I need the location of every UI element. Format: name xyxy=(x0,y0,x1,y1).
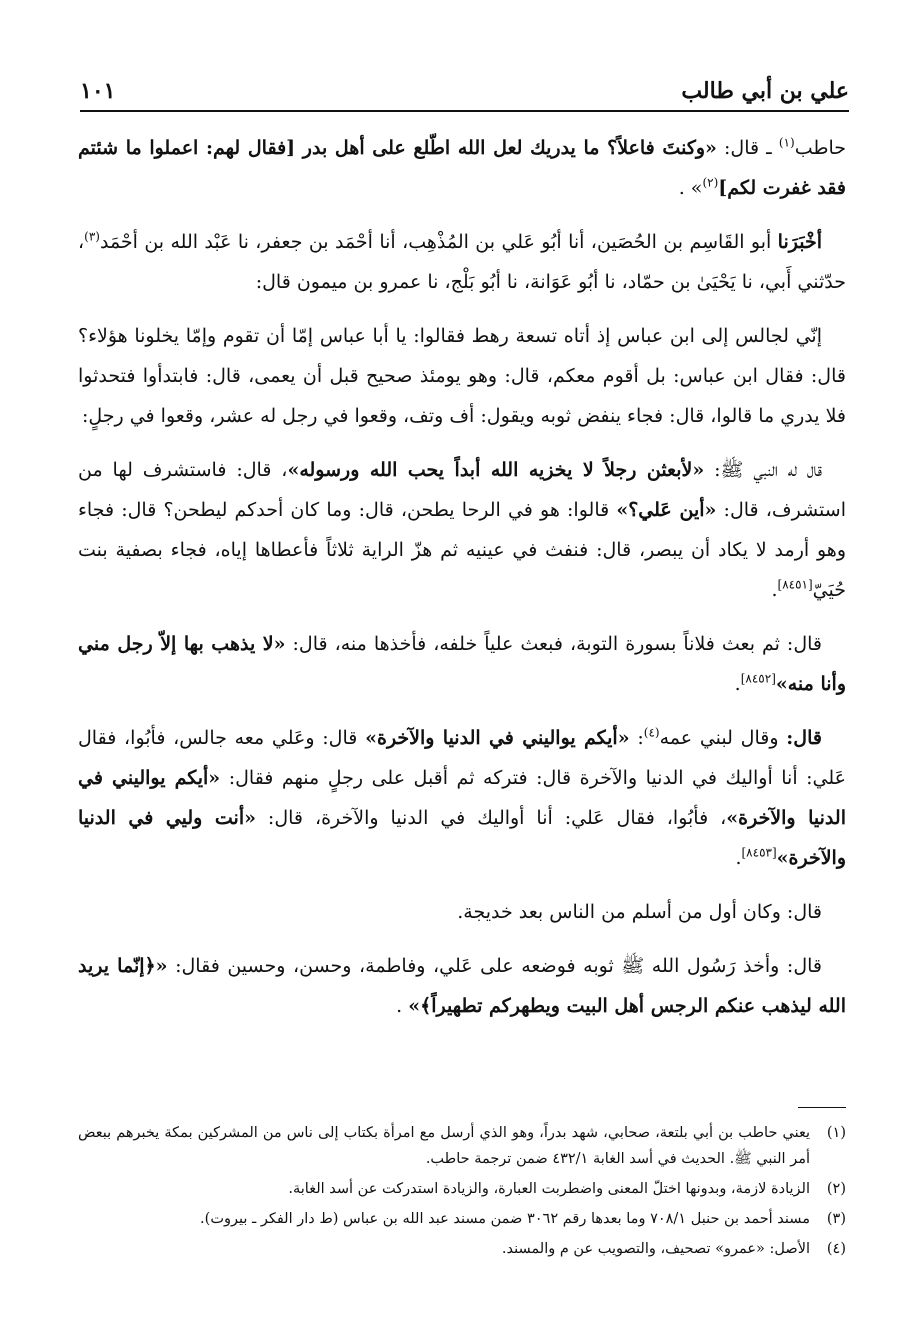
text-run: قال: xyxy=(786,727,822,749)
page-number: ١٠١ xyxy=(80,78,116,104)
text-run: . xyxy=(771,579,778,601)
hadith-quote: «أيكم يواليني في الدنيا والآخرة» xyxy=(78,767,846,829)
footnote-marker[interactable]: (٢) xyxy=(702,175,719,190)
footnote-marker[interactable]: (١) xyxy=(778,135,795,150)
footnote-divider xyxy=(798,1107,846,1108)
footnote-2 xyxy=(78,1176,846,1202)
hadith-quote: «أيكم يواليني في الدنيا والآخرة» xyxy=(365,727,630,749)
text-run: وقال لبني عمه xyxy=(659,727,787,749)
hadith-quote: «لا يذهب بها إلاّ رجل مني وأنا منه» xyxy=(78,633,846,695)
paragraph-7: قال: وكان أول من أسلم من الناس بعد خديجة. xyxy=(457,901,822,923)
footnote-text: الأصل: «عمرو» تصحيف، والتصويب عن م والمسند. xyxy=(501,1241,810,1257)
text-run: ـ قال: xyxy=(716,137,779,159)
footnote-number: (٤) xyxy=(826,1241,846,1257)
hadith-quote: «وكنتَ فاعلاً؟ ما يدريك لعل الله اطّلع على أهل بدر [فقال لهم: اعملوا ما شئتم فقد غفرت لكم] xyxy=(78,137,846,199)
footnote-1 xyxy=(78,1120,846,1172)
running-title: علي بن أبي طالب xyxy=(681,78,849,104)
text-run: ، قال: فاستشرف لها من استشرف، قال: xyxy=(78,459,846,521)
text-run: ، فأبُوا، فقال عَلي: أنا أواليك في الدنيا والآخرة، قال: xyxy=(255,807,727,829)
text-run: أبو القَاسِم بن الحُصَين، أنا أبُو عَلي بن المُذْهِب، أنا أحْمَد بن جعفر، نا عَبْد الله بن أحْمَد xyxy=(99,231,778,253)
paragraph-3: إنّي لجالس إلى ابن عباس إذ أتاه تسعة رهط فقالوا: يا أبا عباس إمّا أن تقوم وإمّا يخلونا هؤلاء؟ قال: فقال ابن عباس: بل أقوم معكم، قال: وهو يومئذ صحيح قبل أن يعمى، قال: فابتدأوا فتحدثوا فلا يدري ما قالوا، قال: فجاء ينفض ثوبه ويقول: أف وتف، وقعوا في رجل له عشر، وقعوا في رجلٍ: xyxy=(78,325,846,427)
hadith-quote: «أنت وليي في الدنيا والآخرة» xyxy=(78,807,846,869)
main-text xyxy=(78,128,846,1040)
text-run: . xyxy=(734,673,741,695)
footnote-number: (٢) xyxy=(826,1181,846,1197)
paragraph-1 xyxy=(78,128,846,208)
text-run: حاطب xyxy=(794,137,847,159)
footnote-marker[interactable]: (٣) xyxy=(84,229,100,244)
text-run: . xyxy=(396,995,409,1017)
footnotes xyxy=(78,1120,846,1266)
footnote-4 xyxy=(78,1236,846,1262)
text-run: قال: ثم بعث فلاناً بسورة التوبة، فبعث علياً خلفه، فأخذها منه، قال: xyxy=(285,633,822,655)
text-run: قالوا: هو في الرحا يطحن، قال: وما كان أحدكم ليطحن؟ قال: فجاء وهو أرمد لا يكاد أن يبصر، قال: فنفث في عينيه ثم هزّ الراية ثلاثاً فأعطاها إياه، فجاء بصفية بنت حُيَيّ xyxy=(78,499,846,601)
paragraph-2 xyxy=(78,222,846,302)
hadith-quote: «أين عَلي؟» xyxy=(616,499,717,521)
text-run: » . xyxy=(678,177,703,199)
footnote-number: (٣) xyxy=(826,1211,846,1227)
paragraph-4 xyxy=(78,450,846,610)
quran-quote: «﴿إنّما يريد الله ليذهب عنكم الرجس أهل البيت ويطهركم تطهيراً﴾» xyxy=(78,955,846,1017)
footnote-text: مسند أحمد بن حنبل ٧٠٨/١ وما بعدها رقم ٣٠٦٢ ضمن مسند عبد الله بن عباس (ط دار الفكر ـ بيروت). xyxy=(200,1211,810,1227)
text-run: قال: وعَلي معه جالس، فأبُوا، فقال عَلي: أنا أواليك في الدنيا والآخرة قال: فتركه ثم أقبل على رجلٍ منهم فقال: xyxy=(78,727,846,789)
hadith-quote: «لأبعثن رجلاً لا يخزيه الله أبداً يحب الله ورسوله» xyxy=(287,459,705,481)
isnad-opening: أخْبَرَنا xyxy=(777,231,822,253)
hadith-ref: [٨٤٥١] xyxy=(777,577,813,592)
text-run: ، حدّثني أَبي، نا يَحْيَىٰ بن حمّاد، نا أبُو عَوَانة، نا أبُو بَلْج، نا عمرو بن ميمون قال: xyxy=(78,231,846,293)
paragraph-6 xyxy=(78,718,846,878)
text-run: قال: وأخذ رَسُول الله ﷺ ثوبه فوضعه على عَلي، وفاطمة، وحسن، وحسين فقال: xyxy=(167,955,822,977)
text-run: : xyxy=(629,727,644,749)
running-header xyxy=(80,70,849,112)
footnote-number: (١) xyxy=(826,1125,846,1141)
text-run: قال له النبي ﷺ: xyxy=(704,459,823,481)
footnote-marker[interactable]: (٤) xyxy=(643,725,660,740)
hadith-ref: [٨٤٥٣] xyxy=(741,845,777,860)
paragraph-8 xyxy=(78,946,846,1026)
footnote-text: الزيادة لازمة، وبدونها اختلّ المعنى واضطربت العبارة، والزيادة استدركت عن أسد الغابة. xyxy=(288,1181,810,1197)
footnote-text: يعني حاطب بن أبي بلتعة، صحابي، شهد بدراً، وهو الذي أرسل مع امرأة بكتاب إلى ناس من المشركين بمكة يخبرهم ببعض أمر النبي ﷺ. الحديث في أسد الغابة ٤٣٢/١ ضمن ترجمة حاطب. xyxy=(78,1125,810,1167)
text-run: . xyxy=(735,847,742,869)
footnote-3 xyxy=(78,1206,846,1232)
hadith-ref: [٨٤٥٢] xyxy=(740,671,776,686)
paragraph-5 xyxy=(78,624,846,704)
